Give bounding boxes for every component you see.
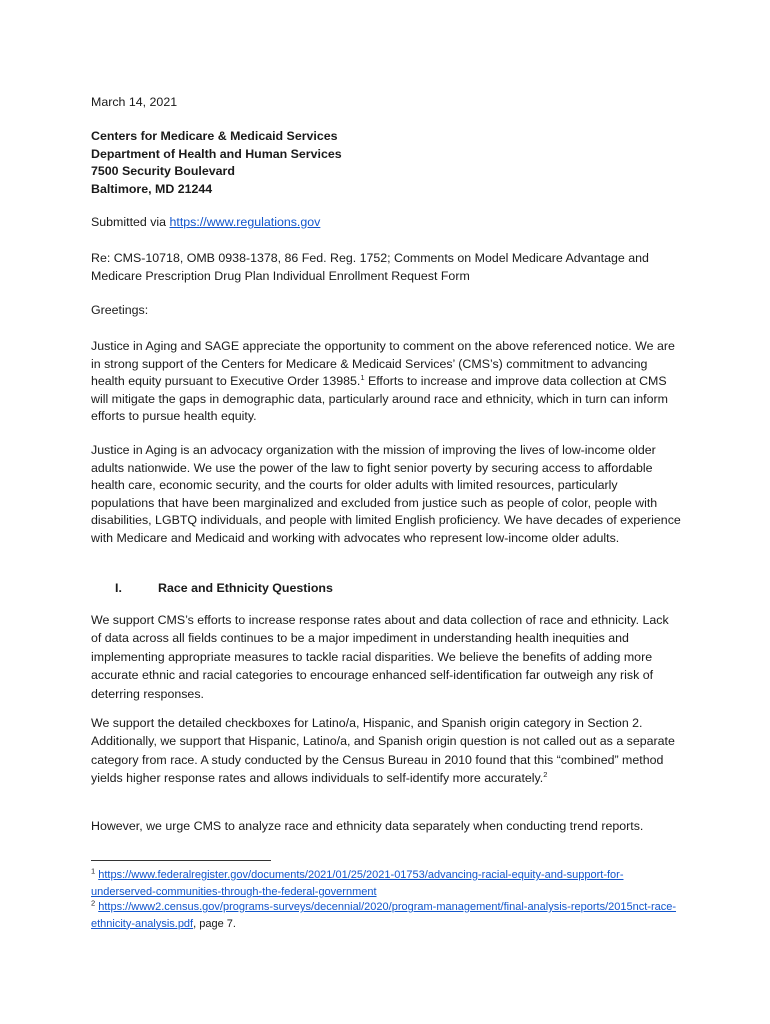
paragraph-intro-text-cont: Efforts to increase and improve data collection at CMS will mitigate the gaps in demographic data, particularly around race and ethnicity, which in turn can inform efforts to pursue health equity. [91, 374, 668, 423]
regulations-link[interactable]: https://www.regulations.gov [169, 215, 321, 229]
re-line: Re: CMS-10718, OMB 0938-1378, 86 Fed. Reg. 1752; Comments on Model Medicare Advantage and Medicare Prescription Drug Plan Individual Enrollment Request Form [91, 251, 649, 283]
footnote-ref-2[interactable]: 2 [543, 770, 548, 780]
footnote-1-number: 1 [91, 866, 96, 876]
footnote-2-number: 2 [91, 898, 96, 908]
paragraph-support: We support CMS’s efforts to increase response rates about and data collection of race and ethnicity. Lack of data across all fields continues to be a major impediment in understanding health inequities and implementing appropriate measures to tackle racial disparities. We believe the benefits of adding more accurate ethnic and racial categories to encourage enhanced self-identification far outweigh any risk of deterring responses. [91, 613, 669, 701]
paragraph-however: However, we urge CMS to analyze race and ethnicity data separately when conducting trend reports. [91, 819, 644, 833]
footnote-1 [91, 867, 681, 900]
recipient-line-1: Centers for Medicare & Medicaid Services [91, 129, 338, 143]
paragraph-checkboxes [91, 714, 681, 788]
section-title: Race and Ethnicity Questions [158, 581, 333, 595]
submitted-line [91, 214, 681, 232]
footnote-1-link[interactable]: https://www.federalregister.gov/documents/2021/01/25/2021-01753/advancing-racial-equity-and-support-for-underserved-communities-through-the-federal-government [91, 869, 624, 898]
greeting: Greetings: [91, 303, 149, 317]
submitted-prefix: Submitted via [91, 215, 170, 229]
footnote-divider [91, 860, 271, 861]
paragraph-checkboxes-text: We support the detailed checkboxes for Latino/a, Hispanic, and Spanish origin category in Section 2. Additionally, we support that Hispanic, Latino/a, and Spanish origin question is not called out as a separate category from race. A study conducted by the Census Bureau in 2010 found that this “combined” method yields higher response rates and allows individuals to self-identify more accurately. [91, 716, 675, 786]
paragraph-intro [91, 338, 681, 426]
recipient-line-2: Department of Health and Human Services [91, 146, 342, 161]
recipient-line-3: 7500 Security Boulevard [91, 164, 235, 178]
footnote-ref-1[interactable]: 1 [360, 372, 365, 382]
recipient-line-4: Baltimore, MD 21244 [91, 181, 213, 196]
paragraph-intro-text: Justice in Aging and SAGE appreciate the opportunity to comment on the above referenced notice. We are in strong support of the Centers for Medicare & Medicaid Services’ (CMS’s) commitment to advancing health equity pursuant to Executive Order 13985. [91, 339, 675, 388]
paragraph-about: Justice in Aging is an advocacy organization with the mission of improving the lives of low-income older adults nationwide. We use the power of the law to fight senior poverty by securing access to affordable health care, economic security, and the courts for older adults with limited resources, particularly populations that have been marginalized and excluded from justice such as people of color, people with disabilities, LGBTQ individuals, and people with limited English proficiency. We have decades of experience with Medicare and Medicaid and working with advocates who represent low-income older adults. [91, 443, 681, 545]
footnote-2-link[interactable]: https://www2.census.gov/programs-surveys/decennial/2020/program-management/final-analysis-reports/2015nct-race-ethnicity-analysis.pdf [91, 901, 677, 930]
footnote-2 [91, 899, 681, 932]
recipient-address [91, 128, 681, 198]
section-heading [91, 580, 681, 598]
letter-date: March 14, 2021 [91, 95, 178, 109]
footnote-2-suffix: , page 7. [193, 917, 236, 930]
section-number: I. [115, 581, 122, 595]
